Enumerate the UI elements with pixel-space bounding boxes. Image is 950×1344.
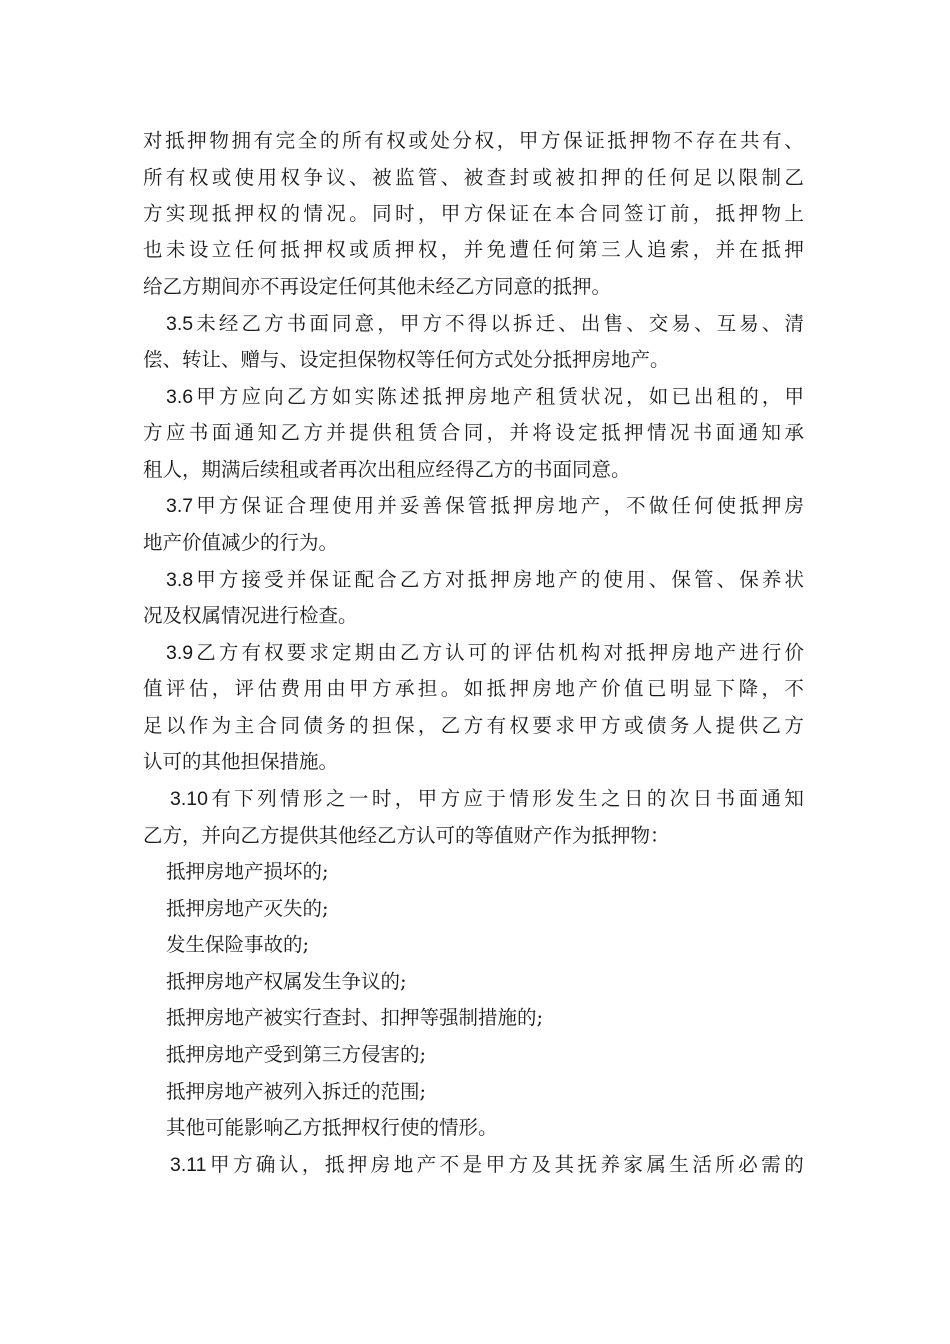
text-line: 认可的其他担保措施。 [143, 750, 339, 773]
list-item: 其他可能影响乙方抵押权行使的情形。 [166, 1116, 498, 1139]
text-line: 乙方，并向乙方提供其他经乙方认可的等值财产作为抵押物： [143, 824, 670, 847]
text-line: 对 抵 押 物 拥 有 完 全 的 所 有 权 或 处 分 权 ， 甲 方 保 证 抵 押 物 不 存 在 共 有 、 [143, 129, 804, 152]
text-line: 况及权属情况进行检查。 [143, 604, 358, 627]
text-line: 给乙方期间亦不再设定任何其他未经乙方同意的抵押。 [143, 275, 612, 298]
clause-number: 3.9 [166, 642, 194, 664]
clause-3-8-line: 3.8 甲 方 接 受 并 保 证 配 合 乙 方 对 抵 押 房 地 产 的 使 用 、 保 管 、 保 养 状 [166, 565, 804, 595]
text-line: 地产价值减少的行为。 [143, 531, 339, 554]
list-item: 抵押房地产受到第三方侵害的; [166, 1043, 427, 1066]
clause-number: 3.11 [170, 1154, 207, 1176]
text-line: 租人，期满后续租或者再次出租应经得乙方的书面同意。 [143, 458, 631, 481]
text-line: 偿、转让、赠与、设定担保物权等任何方式处分抵押房地产。 [143, 348, 670, 371]
clause-3-6-line: 3.6 甲 方 应 向 乙 方 如 实 陈 述 抵 押 房 地 产 租 赁 状 况 ， 如 已 出 租 的 ， 甲 [166, 382, 804, 412]
clause-3-7-line: 3.7 甲 方 保 证 合 理 使 用 并 妥 善 保 管 抵 押 房 地 产 ， 不 做 任 何 使 抵 押 房 [166, 491, 804, 521]
clause-3-9-line: 3.9 乙 方 有 权 要 求 定 期 由 乙 方 认 可 的 评 估 机 构 对 抵 押 房 地 产 进 行 价 [166, 638, 804, 668]
text-line: 方 应 书 面 通 知 乙 方 并 提 供 租 赁 合 同 ， 并 将 设 定 抵 押 情 况 书 面 通 知 承 [143, 421, 804, 444]
list-item: 抵押房地产灭失的; [166, 897, 329, 920]
clause-3-5-line: 3.5 未 经 乙 方 书 面 同 意 ， 甲 方 不 得 以 拆 迁 、 出 售 、 交 易 、 互 易 、 清 [166, 309, 804, 339]
text-line: 值 评 估 ， 评 估 费 用 由 甲 方 承 担 。 如 抵 押 房 地 产 价 值 已 明 显 下 降 ， 不 [143, 677, 804, 700]
clause-3-10-line: 3.10 有 下 列 情 形 之 一 时 ， 甲 方 应 于 情 形 发 生 之 日 的 次 日 书 面 通 知 [170, 784, 804, 814]
clause-number: 3.8 [166, 569, 194, 591]
list-item: 抵押房地产被实行查封、扣押等强制措施的; [166, 1006, 544, 1029]
clause-3-11-line: 3.11 甲 方 确 认 ， 抵 押 房 地 产 不 是 甲 方 及 其 抚 养 家 属 生 活 所 必 需 的 [170, 1150, 804, 1180]
clause-number: 3.10 [170, 788, 208, 810]
list-item: 抵押房地产损坏的; [166, 860, 329, 883]
text-line: 足 以 作 为 主 合 同 债 务 的 担 保 ， 乙 方 有 权 要 求 甲 方 或 债 务 人 提 供 乙 方 [143, 714, 804, 737]
clause-number: 3.6 [166, 386, 194, 408]
list-item: 抵押房地产被列入拆迁的范围; [166, 1080, 427, 1103]
clause-number: 3.7 [166, 495, 194, 517]
clause-number: 3.5 [166, 313, 194, 335]
text-line: 方 实 现 抵 押 权 的 情 况 。 同 时 ， 甲 方 保 证 在 本 合 同 签 订 前 ， 抵 押 物 上 [143, 202, 804, 225]
list-item: 抵押房地产权属发生争议的; [166, 970, 407, 993]
text-line: 也 未 设 立 任 何 抵 押 权 或 质 押 权 ， 并 免 遭 任 何 第 三 人 追 索 ， 并 在 抵 押 [143, 238, 804, 261]
text-line: 所 有 权 或 使 用 权 争 议 、 被 监 管 、 被 查 封 或 被 扣 押 的 任 何 足 以 限 制 乙 [143, 166, 804, 189]
list-item: 发生保险事故的; [166, 933, 310, 956]
